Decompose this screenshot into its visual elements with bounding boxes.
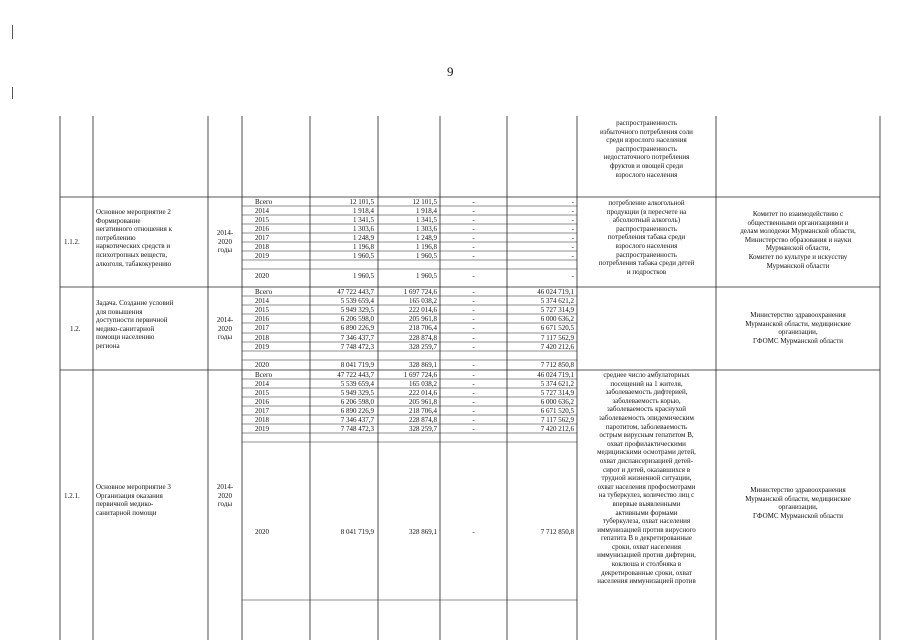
federal-cell: -	[472, 334, 475, 342]
federal-cell: -	[472, 225, 475, 233]
regional-cell: 165 038,2	[409, 297, 437, 305]
other-cell: -	[571, 207, 574, 215]
year-cell: 2019	[255, 425, 269, 433]
year-cell: Всего	[255, 288, 273, 296]
row-name: Задача. Создание условий для повышения доступности первичной медико-санитарной помощи населению региона	[96, 299, 174, 350]
total-cell: 6 890 226,9	[340, 407, 374, 415]
regional-cell: 1 196,8	[416, 243, 437, 251]
other-cell: 7 420 212,6	[540, 425, 574, 433]
year-cell: 2020	[255, 272, 269, 280]
row-period: 2014- 2020 годы	[216, 483, 234, 509]
total-cell: 6 206 598,0	[340, 398, 374, 406]
other-cell: -	[571, 272, 574, 280]
row-name: Основное мероприятие 3 Организация оказания первичной медико- санитарной помощи	[96, 483, 171, 517]
total-cell: 1 960,5	[353, 252, 374, 260]
regional-cell: 222 014,6	[409, 306, 437, 314]
other-cell: 46 024 719,1	[537, 371, 574, 379]
row-name: Основное мероприятие 2 Формирование негативного отношения к потреблению наркотических средств и психотропных веществ, алкоголя, табакокурению	[96, 208, 173, 268]
year-cell: 2017	[255, 234, 269, 242]
total-cell: 5 949 329,5	[340, 306, 374, 314]
federal-cell: -	[472, 252, 475, 260]
federal-cell: -	[472, 315, 475, 323]
page-number: 9	[447, 64, 454, 79]
regional-cell: 222 014,6	[409, 389, 437, 397]
regional-cell: 328 869,1	[409, 528, 437, 536]
regional-cell: 328 259,7	[409, 425, 437, 433]
total-cell: 1 960,5	[353, 272, 374, 280]
other-cell: 5 727 314,9	[540, 306, 574, 314]
federal-cell: -	[472, 361, 475, 369]
regional-cell: 328 869,1	[409, 361, 437, 369]
regional-cell: 228 874,8	[409, 416, 437, 424]
total-cell: 5 539 659,4	[340, 297, 374, 305]
regional-cell: 1 960,5	[416, 272, 437, 280]
regional-cell: 1 248,9	[416, 234, 437, 242]
other-cell: 5 727 314,9	[540, 389, 574, 397]
year-cell: 2014	[255, 207, 269, 215]
total-cell: 1 248,9	[353, 234, 374, 242]
total-cell: 1 196,8	[353, 243, 374, 251]
total-cell: 1 303,6	[353, 225, 374, 233]
other-cell: -	[571, 198, 574, 206]
total-cell: 12 101,5	[349, 198, 374, 206]
total-cell: 8 041 719,9	[340, 361, 374, 369]
row-executors: Министерство здравоохранения Мурманской области, медицинские организации, ГФОМС Мурманской области	[745, 486, 851, 520]
regional-cell: 1 303,6	[416, 225, 437, 233]
row-period: 2014- 2020 годы	[216, 229, 234, 255]
total-cell: 7 346 437,7	[340, 334, 374, 342]
other-cell: 7 420 212,6	[540, 343, 574, 351]
regional-cell: 218 706,4	[409, 407, 437, 415]
federal-cell: -	[472, 380, 475, 388]
total-cell: 1 341,5	[353, 216, 374, 224]
regional-cell: 205 961,8	[409, 315, 437, 323]
regional-cell: 1 960,5	[416, 252, 437, 260]
other-cell: 7 712 850,8	[540, 528, 574, 536]
total-cell: 7 346 437,7	[340, 416, 374, 424]
other-cell: -	[571, 252, 574, 260]
federal-cell: -	[472, 343, 475, 351]
other-cell: 5 374 621,2	[540, 380, 574, 388]
row-indicators: потребление алкогольной продукции (в пересчете на абсолютный алкоголь) распространенность потребления табака среди взрослого населения распространенность потребления табака среди детей и подростков	[598, 199, 695, 276]
year-cell: 2016	[255, 315, 269, 323]
total-cell: 1 918,4	[353, 207, 374, 215]
other-cell: 6 000 636,2	[540, 398, 574, 406]
year-cell: 2015	[255, 389, 269, 397]
regional-cell: 328 259,7	[409, 343, 437, 351]
year-cell: 2018	[255, 243, 269, 251]
other-cell: 6 671 520,5	[540, 324, 574, 332]
other-cell: 46 024 719,1	[537, 288, 574, 296]
regional-cell: 1 918,4	[416, 207, 437, 215]
row-code: 1.1.2.	[64, 238, 80, 246]
year-cell: 2016	[255, 398, 269, 406]
total-cell: 6 206 598,0	[340, 315, 374, 323]
regional-cell: 228 874,8	[409, 334, 437, 342]
federal-cell: -	[472, 207, 475, 215]
federal-cell: -	[472, 288, 475, 296]
top-row-indicators: распространенность избыточного потребления соли среди взрослого населения распространенность недостаточного потребления фруктов и овощей среди взрослого населения	[600, 119, 693, 179]
regional-cell: 1 697 724,6	[403, 288, 437, 296]
row-indicators: среднее число амбулаторных посещений на 1 жителя, заболеваемость дифтерией, заболеваемость корью, заболеваемость краснухой заболеваемость эпидемическим паротитом, заболеваемость острым вирусным гепатитом В, охват профилактическими медицинскими осмотрами детей, охват диспансеризацией детей- сирот и детей, оказавшихся в трудной жизненной ситуации, охват населения профосмотрами на туберкулез, количество лиц с впервые выявленными активными формами туберкулеза, охват населения иммунизацией против вирусного гепатита В в декретированные сроки, охват населения иммунизацией против дифтерии, коклюша и столбняка в декретированные сроки, охват населения иммунизацией против	[597, 371, 696, 586]
other-cell: 5 374 621,2	[540, 297, 574, 305]
federal-cell: -	[472, 389, 475, 397]
year-cell: 2015	[255, 306, 269, 314]
federal-cell: -	[472, 425, 475, 433]
year-cell: 2020	[255, 528, 269, 536]
total-cell: 7 748 472,3	[340, 343, 374, 351]
other-cell: 6 671 520,5	[540, 407, 574, 415]
federal-cell: -	[472, 234, 475, 242]
federal-cell: -	[472, 272, 475, 280]
year-cell: Всего	[255, 198, 273, 206]
total-cell: 7 748 472,3	[340, 425, 374, 433]
row-code: 1.2.1.	[64, 492, 80, 500]
year-cell: 2018	[255, 416, 269, 424]
row-executors: Комитет по взаимодействию с общественными организациями и делам молодежи Мурманской области, Министерство образования и науки Мурманской области, Комитет по культуре и искусству Мурманской области	[740, 210, 856, 270]
total-cell: 5 949 329,5	[340, 389, 374, 397]
year-cell: 2017	[255, 324, 269, 332]
year-cell: 2020	[255, 361, 269, 369]
total-cell: 47 722 443,7	[337, 288, 374, 296]
other-cell: 7 712 850,8	[540, 361, 574, 369]
federal-cell: -	[472, 297, 475, 305]
year-cell: 2014	[255, 380, 269, 388]
regional-cell: 1 341,5	[416, 216, 437, 224]
year-cell: 2014	[255, 297, 269, 305]
other-cell: -	[571, 234, 574, 242]
regional-cell: 12 101,5	[412, 198, 437, 206]
federal-cell: -	[472, 198, 475, 206]
row-code: 1.2.	[70, 325, 81, 333]
federal-cell: -	[472, 528, 475, 536]
total-cell: 5 539 659,4	[340, 380, 374, 388]
regional-cell: 218 706,4	[409, 324, 437, 332]
year-cell: 2015	[255, 216, 269, 224]
year-cell: 2017	[255, 407, 269, 415]
row-executors: Министерство здравоохранения Мурманской области, медицинские организации, ГФОМС Мурманской области	[745, 311, 851, 345]
row-period: 2014- 2020 годы	[216, 316, 234, 342]
other-cell: 7 117 562,9	[541, 334, 574, 342]
federal-cell: -	[472, 407, 475, 415]
total-cell: 47 722 443,7	[337, 371, 374, 379]
other-cell: 6 000 636,2	[540, 315, 574, 323]
federal-cell: -	[472, 416, 475, 424]
federal-cell: -	[472, 398, 475, 406]
other-cell: -	[571, 243, 574, 251]
year-cell: 2018	[255, 334, 269, 342]
federal-cell: -	[472, 306, 475, 314]
year-cell: 2019	[255, 343, 269, 351]
total-cell: 6 890 226,9	[340, 324, 374, 332]
federal-cell: -	[472, 324, 475, 332]
other-cell: -	[571, 225, 574, 233]
other-cell: -	[571, 216, 574, 224]
year-cell: 2019	[255, 252, 269, 260]
total-cell: 8 041 719,9	[340, 528, 374, 536]
regional-cell: 1 697 724,6	[403, 371, 437, 379]
federal-cell: -	[472, 243, 475, 251]
regional-cell: 165 038,2	[409, 380, 437, 388]
other-cell: 7 117 562,9	[541, 416, 574, 424]
year-cell: Всего	[255, 371, 273, 379]
federal-cell: -	[472, 216, 475, 224]
federal-cell: -	[472, 371, 475, 379]
year-cell: 2016	[255, 225, 269, 233]
regional-cell: 205 961,8	[409, 398, 437, 406]
